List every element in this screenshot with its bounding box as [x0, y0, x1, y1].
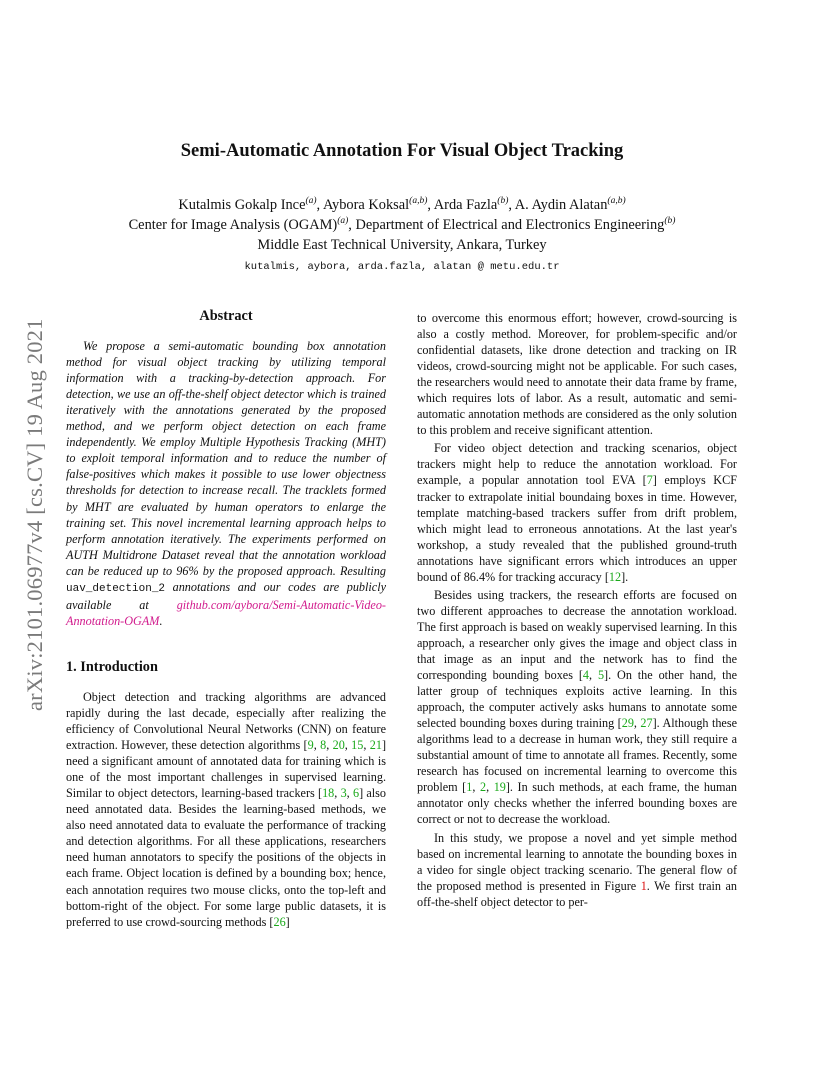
author-university: Middle East Technical University, Ankara, Turkey: [257, 237, 547, 253]
author-affiliations: [0, 215, 804, 235]
citation-link[interactable]: 1: [466, 780, 473, 795]
citation-link[interactable]: 29: [621, 716, 634, 731]
citation-link[interactable]: 2: [479, 780, 487, 795]
author-affiliation-mark: (b): [497, 196, 509, 206]
author-affiliation-mark: (a,b): [409, 196, 428, 206]
abstract-text: [66, 338, 386, 629]
citation-link[interactable]: 3: [340, 786, 347, 801]
citation-link[interactable]: 7: [646, 473, 653, 488]
body-paragraph: For video object detection and tracking scenarios, object trackers might help to reduce the annotation workload. For example, a popular annotation tool EVA [7] employs KCF tracker to extrapolate initial boundaing boxes in time. However, template matching-based trackers suffer from drift problem, which might lead to erroneous annotations. At the last year's workshop, a study revealed that the published ground-truth annotations have significant errors which introduces an upper bound of 86.4% for tracking accuracy [12].: [417, 441, 737, 584]
affiliation-ogam: Center for Image Analysis (OGAM): [128, 217, 338, 233]
abstract-heading: Abstract: [199, 308, 253, 324]
author-name: Kutalmis Gokalp Ince: [178, 197, 306, 213]
citation-link[interactable]: 26: [273, 914, 286, 929]
affiliation-mark: (a): [337, 216, 349, 226]
affiliation-mark: (b): [664, 216, 676, 226]
author-affiliation-mark: (a,b): [607, 196, 626, 206]
author-emails: kutalmis, aybora, arda.fazla, alatan @ metu.edu.tr: [244, 261, 560, 273]
citation-link[interactable]: 20: [332, 738, 345, 753]
citation-link[interactable]: 15: [351, 738, 364, 753]
body-paragraph: In this study, we propose a novel and yet simple method based on incremental learning to annotate the bounding boxes in a video for single object tracking scenario. The general flow of the proposed method is presented in Figure 1. We first train an off-the-shelf object detector to per-: [417, 830, 737, 909]
paper-title: Semi-Automatic Annotation For Visual Object Tracking: [180, 141, 624, 161]
abstract-end: .: [159, 613, 163, 628]
citation-link[interactable]: 21: [369, 738, 382, 753]
arxiv-identifier: arXiv:2101.06977v4 [cs.CV] 19 Aug 2021: [22, 318, 47, 712]
citation-link[interactable]: 5: [597, 668, 605, 683]
citation-link[interactable]: 8: [320, 738, 327, 753]
author-name: Aybora Koksal: [322, 197, 410, 213]
body-paragraph: Besides using trackers, the research efforts are focused on two different approaches to decrease the annotation workload. The first approach is based on weakly supervised learning. In this approach, a researcher only gives the image and object class in that image as an input and the network has to find the corresponding bounding boxes [4, 5]. On the other hand, the latter group of techniques exploits active learning. In this approach, the computer actively asks humans to annotate some selected bounding boxes during training [29, 27]. Although these algorithms lead to a decrease in human work, they still require a substantial amount of time to annotate all frames. Recently, some research has focused on incremental learning to overcome this problem [1, 2, 19]. In such methods, at each frame, the human annotator only checks whether the inferred bounding boxes are correct or not to decrease the workload.: [417, 587, 738, 827]
citation-link[interactable]: 12: [608, 569, 622, 584]
citation-link[interactable]: 6: [352, 786, 360, 801]
citation-link[interactable]: 4: [582, 668, 589, 683]
body-paragraph: to overcome this enormous effort; however, crowd-sourcing is also a costly method. Moreover, for problem-specific and/or confidential datasets, like drone detection and tracking on IR videos, crowd-sourcing might not be applicable. For such cases, the researchers would need to annotate their data frame by frame, which requires lots of labor. As a result, automatic and semi-automatic annotation methods are considered as the only solution to this problem and receive significant attention.: [417, 311, 737, 438]
author-affiliation-mark: (a): [305, 196, 317, 206]
abstract-body: We propose a semi-automatic bounding box annotation method for visual object tracking by utilizing temporal information with a tracking-by-detection approach. For detection, we use an off-the-shelf object detector which is trained iteratively with the annotations generated by the proposed method, and we perform object detection on each frame independently. We employ Multiple Hypothesis Tracking (MHT) to exploit temporal information and to reduce the number of false-positives which makes it possible to use lower objectness thresholds for detection to increase recall. The tracklets formed by MHT are evaluated by human operators to enlarge the training set. This novel incremental learning approach helps to perform annotation iteratively. The experiments performed on AUTH Multidrone Dataset reveal that the annotation workload can be reduced up to 96% by the proposed approach. Resulting: [66, 339, 386, 578]
author-name: A. Aydin Alatan: [514, 197, 608, 213]
abstract-body-cont: annotations and our codes are publicly available at: [66, 579, 387, 612]
left-column: [66, 308, 386, 930]
figure-reference-link[interactable]: 1: [640, 878, 647, 893]
author-names: Kutalmis Gokalp Ince$^{(a)}$, Aybora Koksal$^{(a,b)}$, Arda Fazla$^{(b)}$, A. Aydin Alatan$^{(a,b)}$: [178, 196, 626, 213]
author-block: [0, 195, 804, 277]
citation-link[interactable]: 27: [640, 716, 653, 731]
introduction-heading: 1. Introduction: [66, 658, 158, 675]
dataset-name: uav_detection_2: [66, 582, 166, 595]
code-link[interactable]: github.com/aybora/Semi-Automatic-Video-Annotation-OGAM: [66, 597, 386, 628]
citation-link[interactable]: 19: [493, 780, 506, 795]
affiliation-eee: , Department of Electrical and Electronics Engineering: [348, 217, 665, 233]
right-column: [417, 310, 737, 910]
author-name: Arda Fazla: [433, 197, 498, 213]
citation-link[interactable]: 18: [322, 786, 335, 801]
introduction-paragraph: Object detection and tracking algorithms are advanced rapidly during the last decade, especially after realizing the efficiency of Convolutional Neural Networks (CNN) on feature extraction. However, these detection algorithms [9, 8, 20, 15, 21] need a significant amount of annotated data for training which is one of the most important challenges in supervised learning. Similar to object detectors, learning-based trackers [18, 3, 6] also need annotated data. Besides the learning-based methods, we also need annotated data to evaluate the performance of tracking and detection algorithms. For all these applications, researchers need human annotators to specify the positions of the objects in each frame. Object location is defined by a bounding box; hence, each annotation requires two mouse clicks, onto the top-left and bottom-right of the object. For some large public datasets, it is preferred to use crowd-sourcing methods [26]: [66, 689, 387, 929]
citation-link[interactable]: 9: [307, 738, 314, 753]
